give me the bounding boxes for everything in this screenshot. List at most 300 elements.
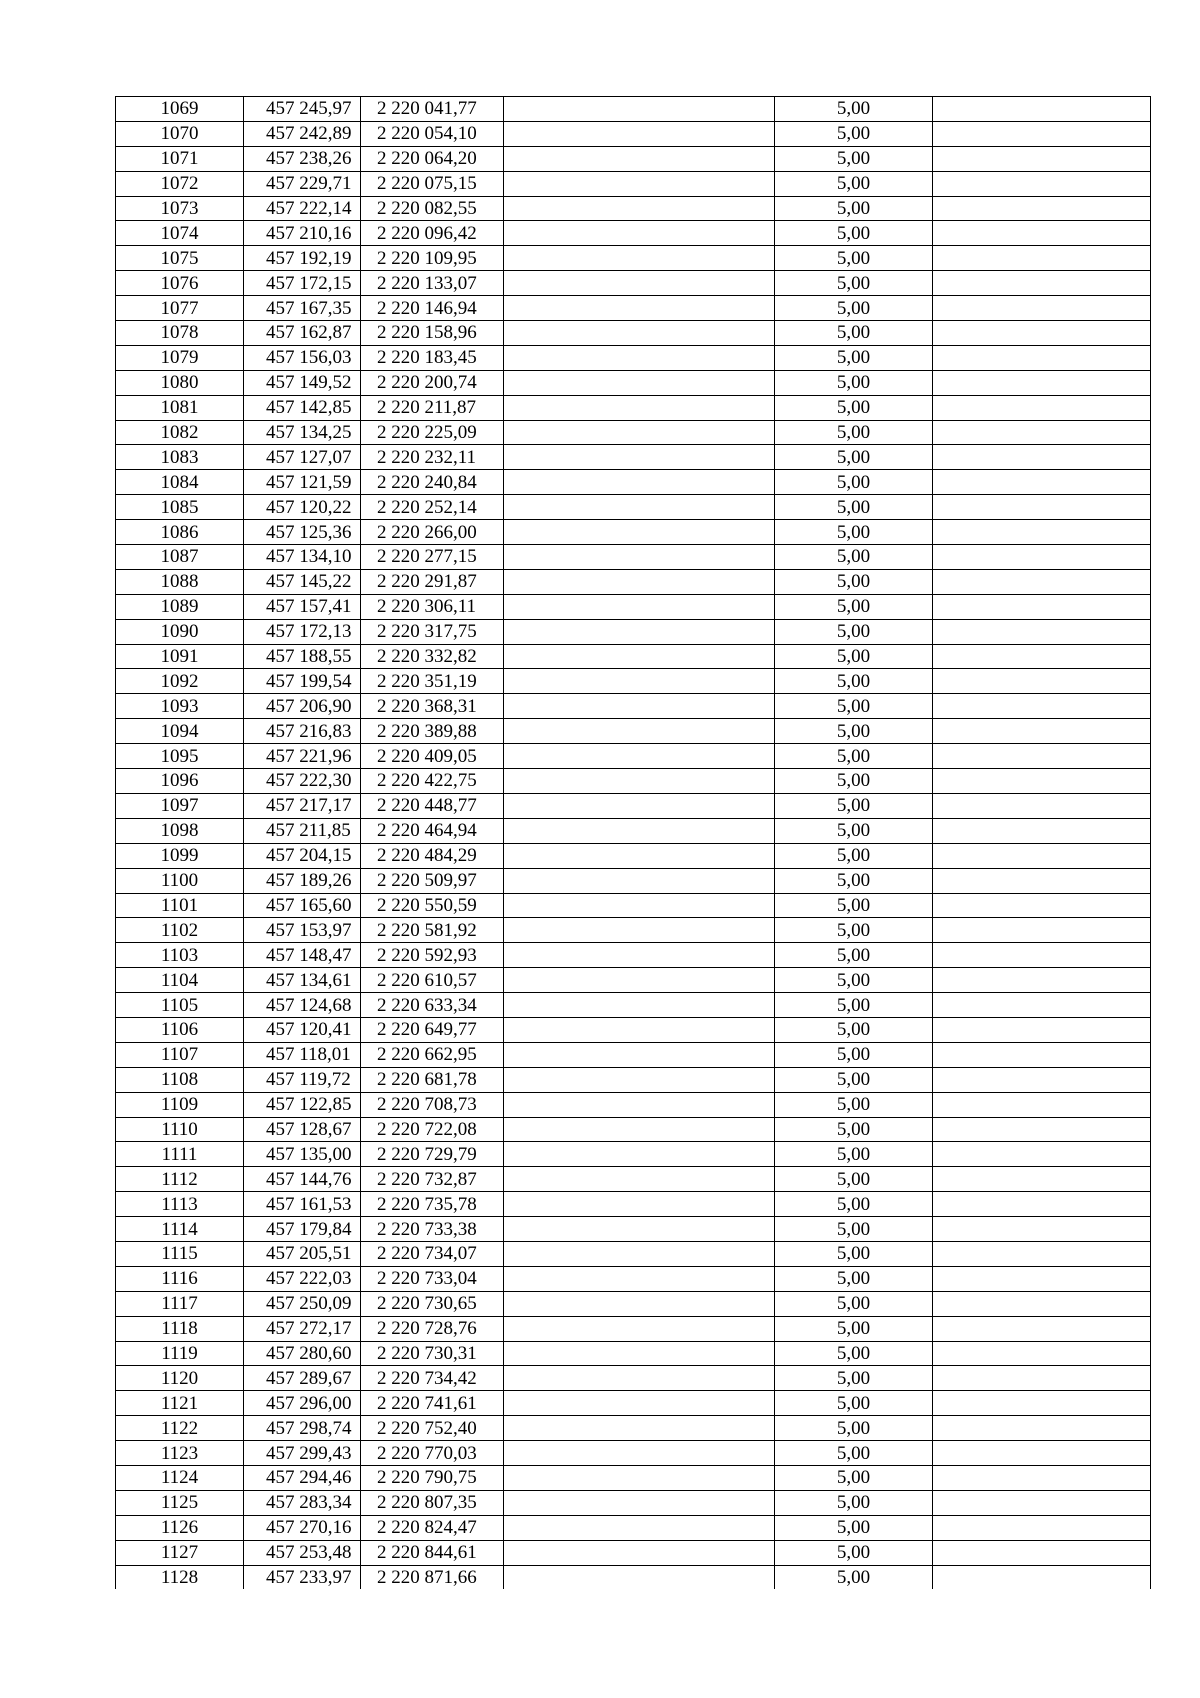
x-coordinate-cell: 457 167,35 — [244, 296, 361, 321]
empty-cell — [504, 1416, 775, 1441]
empty-cell — [933, 1465, 1151, 1490]
empty-cell — [504, 594, 775, 619]
y-coordinate-cell: 2 220 183,45 — [361, 345, 504, 370]
empty-cell — [933, 171, 1151, 196]
y-coordinate-cell: 2 220 735,78 — [361, 1192, 504, 1217]
empty-cell — [933, 1565, 1151, 1589]
empty-cell — [504, 271, 775, 296]
table-row — [116, 644, 1151, 669]
value-cell: 5,00 — [775, 1391, 933, 1416]
table-row — [116, 1366, 1151, 1391]
point-number-cell: 1095 — [116, 744, 244, 769]
table-row — [116, 1490, 1151, 1515]
point-number-cell: 1074 — [116, 221, 244, 246]
empty-cell — [504, 644, 775, 669]
point-number-cell: 1124 — [116, 1465, 244, 1490]
point-number-cell: 1078 — [116, 321, 244, 346]
point-number-cell: 1116 — [116, 1266, 244, 1291]
point-number-cell: 1128 — [116, 1565, 244, 1589]
empty-cell — [504, 868, 775, 893]
y-coordinate-cell: 2 220 041,77 — [361, 97, 504, 122]
table-row — [116, 1341, 1151, 1366]
empty-cell — [933, 1341, 1151, 1366]
empty-cell — [504, 146, 775, 171]
value-cell: 5,00 — [775, 669, 933, 694]
empty-cell — [933, 445, 1151, 470]
empty-cell — [504, 943, 775, 968]
value-cell: 5,00 — [775, 1565, 933, 1589]
x-coordinate-cell: 457 165,60 — [244, 893, 361, 918]
y-coordinate-cell: 2 220 581,92 — [361, 918, 504, 943]
table-row — [116, 545, 1151, 570]
value-cell: 5,00 — [775, 1042, 933, 1067]
value-cell: 5,00 — [775, 868, 933, 893]
y-coordinate-cell: 2 220 389,88 — [361, 719, 504, 744]
value-cell: 5,00 — [775, 495, 933, 520]
empty-cell — [933, 395, 1151, 420]
empty-cell — [933, 943, 1151, 968]
x-coordinate-cell: 457 205,51 — [244, 1241, 361, 1266]
table-row — [116, 246, 1151, 271]
table-row — [116, 1565, 1151, 1589]
value-cell: 5,00 — [775, 1167, 933, 1192]
empty-cell — [504, 843, 775, 868]
empty-cell — [504, 296, 775, 321]
y-coordinate-cell: 2 220 844,61 — [361, 1540, 504, 1565]
point-number-cell: 1099 — [116, 843, 244, 868]
y-coordinate-cell: 2 220 075,15 — [361, 171, 504, 196]
empty-cell — [933, 594, 1151, 619]
empty-cell — [504, 1391, 775, 1416]
value-cell: 5,00 — [775, 1266, 933, 1291]
y-coordinate-cell: 2 220 722,08 — [361, 1117, 504, 1142]
x-coordinate-cell: 457 179,84 — [244, 1217, 361, 1242]
y-coordinate-cell: 2 220 730,31 — [361, 1341, 504, 1366]
empty-cell — [933, 1167, 1151, 1192]
table-row — [116, 918, 1151, 943]
table-row — [116, 345, 1151, 370]
empty-cell — [504, 993, 775, 1018]
value-cell: 5,00 — [775, 1241, 933, 1266]
x-coordinate-cell: 457 222,14 — [244, 196, 361, 221]
point-number-cell: 1110 — [116, 1117, 244, 1142]
empty-cell — [504, 1565, 775, 1589]
point-number-cell: 1114 — [116, 1217, 244, 1242]
table-row — [116, 719, 1151, 744]
y-coordinate-cell: 2 220 752,40 — [361, 1416, 504, 1441]
y-coordinate-cell: 2 220 146,94 — [361, 296, 504, 321]
empty-cell — [933, 569, 1151, 594]
empty-cell — [933, 1192, 1151, 1217]
empty-cell — [933, 246, 1151, 271]
x-coordinate-cell: 457 222,03 — [244, 1266, 361, 1291]
empty-cell — [933, 196, 1151, 221]
value-cell: 5,00 — [775, 843, 933, 868]
point-number-cell: 1086 — [116, 520, 244, 545]
empty-cell — [504, 171, 775, 196]
x-coordinate-cell: 457 119,72 — [244, 1067, 361, 1092]
value-cell: 5,00 — [775, 221, 933, 246]
y-coordinate-cell: 2 220 109,95 — [361, 246, 504, 271]
empty-cell — [933, 968, 1151, 993]
value-cell: 5,00 — [775, 769, 933, 794]
table-row — [116, 1391, 1151, 1416]
table-row — [116, 97, 1151, 122]
empty-cell — [933, 843, 1151, 868]
point-number-cell: 1069 — [116, 97, 244, 122]
empty-cell — [933, 1540, 1151, 1565]
value-cell: 5,00 — [775, 321, 933, 346]
table-row — [116, 694, 1151, 719]
empty-cell — [933, 370, 1151, 395]
value-cell: 5,00 — [775, 1017, 933, 1042]
x-coordinate-cell: 457 162,87 — [244, 321, 361, 346]
x-coordinate-cell: 457 149,52 — [244, 370, 361, 395]
empty-cell — [504, 470, 775, 495]
empty-cell — [933, 1266, 1151, 1291]
y-coordinate-cell: 2 220 133,07 — [361, 271, 504, 296]
point-number-cell: 1072 — [116, 171, 244, 196]
table-row — [116, 868, 1151, 893]
table-row — [116, 1042, 1151, 1067]
x-coordinate-cell: 457 289,67 — [244, 1366, 361, 1391]
point-number-cell: 1121 — [116, 1391, 244, 1416]
table-row — [116, 1017, 1151, 1042]
value-cell: 5,00 — [775, 968, 933, 993]
empty-cell — [933, 1042, 1151, 1067]
value-cell: 5,00 — [775, 520, 933, 545]
x-coordinate-cell: 457 134,61 — [244, 968, 361, 993]
point-number-cell: 1117 — [116, 1291, 244, 1316]
table-row — [116, 296, 1151, 321]
y-coordinate-cell: 2 220 368,31 — [361, 694, 504, 719]
point-number-cell: 1120 — [116, 1366, 244, 1391]
empty-cell — [504, 1316, 775, 1341]
x-coordinate-cell: 457 233,97 — [244, 1565, 361, 1589]
y-coordinate-cell: 2 220 871,66 — [361, 1565, 504, 1589]
x-coordinate-cell: 457 272,17 — [244, 1316, 361, 1341]
x-coordinate-cell: 457 298,74 — [244, 1416, 361, 1441]
y-coordinate-cell: 2 220 790,75 — [361, 1465, 504, 1490]
empty-cell — [504, 1341, 775, 1366]
empty-cell — [504, 1540, 775, 1565]
table-row — [116, 1192, 1151, 1217]
x-coordinate-cell: 457 270,16 — [244, 1515, 361, 1540]
x-coordinate-cell: 457 192,19 — [244, 246, 361, 271]
x-coordinate-cell: 457 294,46 — [244, 1465, 361, 1490]
table-row — [116, 1241, 1151, 1266]
value-cell: 5,00 — [775, 445, 933, 470]
empty-cell — [504, 445, 775, 470]
x-coordinate-cell: 457 144,76 — [244, 1167, 361, 1192]
empty-cell — [504, 769, 775, 794]
point-number-cell: 1107 — [116, 1042, 244, 1067]
empty-cell — [933, 893, 1151, 918]
x-coordinate-cell: 457 124,68 — [244, 993, 361, 1018]
x-coordinate-cell: 457 120,22 — [244, 495, 361, 520]
point-number-cell: 1101 — [116, 893, 244, 918]
empty-cell — [933, 719, 1151, 744]
y-coordinate-cell: 2 220 728,76 — [361, 1316, 504, 1341]
value-cell: 5,00 — [775, 893, 933, 918]
value-cell: 5,00 — [775, 1515, 933, 1540]
point-number-cell: 1081 — [116, 395, 244, 420]
table-row — [116, 221, 1151, 246]
point-number-cell: 1088 — [116, 569, 244, 594]
x-coordinate-cell: 457 217,17 — [244, 793, 361, 818]
empty-cell — [933, 1217, 1151, 1242]
empty-cell — [933, 1142, 1151, 1167]
empty-cell — [504, 1490, 775, 1515]
y-coordinate-cell: 2 220 649,77 — [361, 1017, 504, 1042]
value-cell: 5,00 — [775, 1217, 933, 1242]
y-coordinate-cell: 2 220 448,77 — [361, 793, 504, 818]
empty-cell — [933, 993, 1151, 1018]
y-coordinate-cell: 2 220 733,04 — [361, 1266, 504, 1291]
point-number-cell: 1093 — [116, 694, 244, 719]
table-row — [116, 893, 1151, 918]
y-coordinate-cell: 2 220 200,74 — [361, 370, 504, 395]
table-row — [116, 196, 1151, 221]
table-row — [116, 370, 1151, 395]
empty-cell — [504, 1192, 775, 1217]
empty-cell — [933, 545, 1151, 570]
point-number-cell: 1075 — [116, 246, 244, 271]
value-cell: 5,00 — [775, 818, 933, 843]
empty-cell — [504, 1465, 775, 1490]
value-cell: 5,00 — [775, 470, 933, 495]
table-row — [116, 1515, 1151, 1540]
empty-cell — [504, 1241, 775, 1266]
empty-cell — [504, 818, 775, 843]
x-coordinate-cell: 457 250,09 — [244, 1291, 361, 1316]
x-coordinate-cell: 457 283,34 — [244, 1490, 361, 1515]
empty-cell — [504, 569, 775, 594]
x-coordinate-cell: 457 153,97 — [244, 918, 361, 943]
empty-cell — [933, 146, 1151, 171]
value-cell: 5,00 — [775, 918, 933, 943]
value-cell: 5,00 — [775, 1441, 933, 1466]
y-coordinate-cell: 2 220 409,05 — [361, 744, 504, 769]
point-number-cell: 1090 — [116, 619, 244, 644]
empty-cell — [933, 271, 1151, 296]
y-coordinate-cell: 2 220 729,79 — [361, 1142, 504, 1167]
y-coordinate-cell: 2 220 733,38 — [361, 1217, 504, 1242]
y-coordinate-cell: 2 220 232,11 — [361, 445, 504, 470]
empty-cell — [933, 121, 1151, 146]
empty-cell — [933, 1416, 1151, 1441]
point-number-cell: 1085 — [116, 495, 244, 520]
empty-cell — [504, 694, 775, 719]
empty-cell — [933, 1241, 1151, 1266]
empty-cell — [504, 1266, 775, 1291]
point-number-cell: 1111 — [116, 1142, 244, 1167]
empty-cell — [504, 1117, 775, 1142]
table-row — [116, 968, 1151, 993]
y-coordinate-cell: 2 220 082,55 — [361, 196, 504, 221]
table-row — [116, 1142, 1151, 1167]
point-number-cell: 1100 — [116, 868, 244, 893]
y-coordinate-cell: 2 220 708,73 — [361, 1092, 504, 1117]
y-coordinate-cell: 2 220 266,00 — [361, 520, 504, 545]
x-coordinate-cell: 457 118,01 — [244, 1042, 361, 1067]
empty-cell — [933, 868, 1151, 893]
x-coordinate-cell: 457 229,71 — [244, 171, 361, 196]
y-coordinate-cell: 2 220 807,35 — [361, 1490, 504, 1515]
x-coordinate-cell: 457 172,13 — [244, 619, 361, 644]
y-coordinate-cell: 2 220 824,47 — [361, 1515, 504, 1540]
empty-cell — [504, 793, 775, 818]
empty-cell — [504, 246, 775, 271]
value-cell: 5,00 — [775, 370, 933, 395]
value-cell: 5,00 — [775, 644, 933, 669]
empty-cell — [504, 1366, 775, 1391]
value-cell: 5,00 — [775, 943, 933, 968]
point-number-cell: 1125 — [116, 1490, 244, 1515]
value-cell: 5,00 — [775, 121, 933, 146]
y-coordinate-cell: 2 220 054,10 — [361, 121, 504, 146]
point-number-cell: 1112 — [116, 1167, 244, 1192]
table-row — [116, 1266, 1151, 1291]
table-row — [116, 1092, 1151, 1117]
empty-cell — [933, 744, 1151, 769]
point-number-cell: 1103 — [116, 943, 244, 968]
y-coordinate-cell: 2 220 464,94 — [361, 818, 504, 843]
empty-cell — [504, 395, 775, 420]
empty-cell — [933, 1017, 1151, 1042]
empty-cell — [933, 221, 1151, 246]
empty-cell — [504, 121, 775, 146]
empty-cell — [933, 1391, 1151, 1416]
y-coordinate-cell: 2 220 158,96 — [361, 321, 504, 346]
x-coordinate-cell: 457 221,96 — [244, 744, 361, 769]
x-coordinate-cell: 457 299,43 — [244, 1441, 361, 1466]
x-coordinate-cell: 457 206,90 — [244, 694, 361, 719]
point-number-cell: 1115 — [116, 1241, 244, 1266]
table-row — [116, 1316, 1151, 1341]
x-coordinate-cell: 457 156,03 — [244, 345, 361, 370]
value-cell: 5,00 — [775, 993, 933, 1018]
point-number-cell: 1082 — [116, 420, 244, 445]
point-number-cell: 1076 — [116, 271, 244, 296]
empty-cell — [504, 495, 775, 520]
empty-cell — [504, 1167, 775, 1192]
value-cell: 5,00 — [775, 1540, 933, 1565]
point-number-cell: 1080 — [116, 370, 244, 395]
point-number-cell: 1122 — [116, 1416, 244, 1441]
y-coordinate-cell: 2 220 770,03 — [361, 1441, 504, 1466]
y-coordinate-cell: 2 220 211,87 — [361, 395, 504, 420]
y-coordinate-cell: 2 220 277,15 — [361, 545, 504, 570]
x-coordinate-cell: 457 189,26 — [244, 868, 361, 893]
y-coordinate-cell: 2 220 064,20 — [361, 146, 504, 171]
x-coordinate-cell: 457 134,25 — [244, 420, 361, 445]
empty-cell — [933, 495, 1151, 520]
value-cell: 5,00 — [775, 594, 933, 619]
value-cell: 5,00 — [775, 1142, 933, 1167]
x-coordinate-cell: 457 210,16 — [244, 221, 361, 246]
x-coordinate-cell: 457 120,41 — [244, 1017, 361, 1042]
x-coordinate-cell: 457 253,48 — [244, 1540, 361, 1565]
y-coordinate-cell: 2 220 592,93 — [361, 943, 504, 968]
empty-cell — [504, 1067, 775, 1092]
empty-cell — [504, 968, 775, 993]
empty-cell — [933, 345, 1151, 370]
empty-cell — [933, 1291, 1151, 1316]
table-row — [116, 1291, 1151, 1316]
value-cell: 5,00 — [775, 271, 933, 296]
y-coordinate-cell: 2 220 484,29 — [361, 843, 504, 868]
point-number-cell: 1102 — [116, 918, 244, 943]
y-coordinate-cell: 2 220 681,78 — [361, 1067, 504, 1092]
table-row — [116, 520, 1151, 545]
value-cell: 5,00 — [775, 1416, 933, 1441]
y-coordinate-cell: 2 220 240,84 — [361, 470, 504, 495]
empty-cell — [933, 1515, 1151, 1540]
x-coordinate-cell: 457 122,85 — [244, 1092, 361, 1117]
point-number-cell: 1097 — [116, 793, 244, 818]
value-cell: 5,00 — [775, 146, 933, 171]
empty-cell — [504, 1515, 775, 1540]
empty-cell — [504, 345, 775, 370]
y-coordinate-cell: 2 220 306,11 — [361, 594, 504, 619]
value-cell: 5,00 — [775, 296, 933, 321]
y-coordinate-cell: 2 220 732,87 — [361, 1167, 504, 1192]
y-coordinate-cell: 2 220 332,82 — [361, 644, 504, 669]
table-row — [116, 843, 1151, 868]
y-coordinate-cell: 2 220 096,42 — [361, 221, 504, 246]
empty-cell — [504, 619, 775, 644]
empty-cell — [933, 1490, 1151, 1515]
x-coordinate-cell: 457 296,00 — [244, 1391, 361, 1416]
value-cell: 5,00 — [775, 97, 933, 122]
table-row — [116, 619, 1151, 644]
table-row — [116, 669, 1151, 694]
table-row — [116, 1217, 1151, 1242]
value-cell: 5,00 — [775, 1192, 933, 1217]
point-number-cell: 1092 — [116, 669, 244, 694]
empty-cell — [933, 321, 1151, 346]
empty-cell — [504, 1017, 775, 1042]
table-row — [116, 1067, 1151, 1092]
point-number-cell: 1083 — [116, 445, 244, 470]
empty-cell — [933, 296, 1151, 321]
empty-cell — [504, 893, 775, 918]
table-row — [116, 594, 1151, 619]
x-coordinate-cell: 457 148,47 — [244, 943, 361, 968]
empty-cell — [933, 769, 1151, 794]
y-coordinate-cell: 2 220 734,07 — [361, 1241, 504, 1266]
y-coordinate-cell: 2 220 422,75 — [361, 769, 504, 794]
empty-cell — [504, 669, 775, 694]
empty-cell — [933, 420, 1151, 445]
x-coordinate-cell: 457 280,60 — [244, 1341, 361, 1366]
y-coordinate-cell: 2 220 317,75 — [361, 619, 504, 644]
value-cell: 5,00 — [775, 545, 933, 570]
y-coordinate-cell: 2 220 741,61 — [361, 1391, 504, 1416]
table-row — [116, 171, 1151, 196]
table-row — [116, 818, 1151, 843]
value-cell: 5,00 — [775, 246, 933, 271]
y-coordinate-cell: 2 220 734,42 — [361, 1366, 504, 1391]
point-number-cell: 1096 — [116, 769, 244, 794]
point-number-cell: 1123 — [116, 1441, 244, 1466]
x-coordinate-cell: 457 135,00 — [244, 1142, 361, 1167]
point-number-cell: 1113 — [116, 1192, 244, 1217]
y-coordinate-cell: 2 220 351,19 — [361, 669, 504, 694]
table-row — [116, 470, 1151, 495]
x-coordinate-cell: 457 172,15 — [244, 271, 361, 296]
